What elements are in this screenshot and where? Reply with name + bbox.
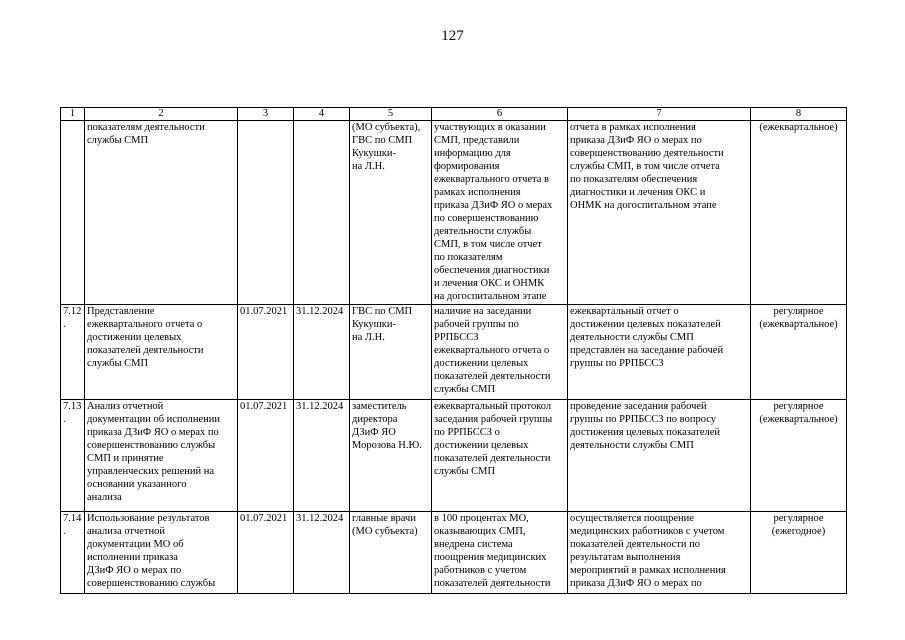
responsible: заместитель директора ДЗиФ ЯО Морозова Н.Ю. — [350, 400, 432, 512]
measure-name: Использование результатов анализа отчетной документации МО об исполнении приказа ДЗиФ ЯО о мерах по совершенствованию службы — [85, 512, 238, 594]
col-header-2: 2 — [85, 108, 238, 121]
expected-result: ежеквартальный протокол заседания рабочей группы по РРПБССЗ о достижении целевых показателей деятельности службы СМП — [432, 400, 568, 512]
control-indicator: проведение заседания рабочей группы по РРПБССЗ по вопросу достижения целевых показателей деятельности службы СМП — [568, 400, 751, 512]
row-number — [61, 121, 85, 305]
control-indicator: осуществляется поощрение медицинских работников с учетом показателей деятельности по результатам выполнения мероприятий в рамках исполнения приказа ДЗиФ ЯО о мерах по — [568, 512, 751, 594]
col-header-1: 1 — [61, 108, 85, 121]
col-header-4: 4 — [294, 108, 350, 121]
responsible: главные врачи (МО субъекта) — [350, 512, 432, 594]
measures-table — [60, 107, 847, 594]
frequency: регулярное (ежегодное) — [751, 512, 847, 594]
responsible: (МО субъекта), ГВС по СМП Кукушки- на Л.Н. — [350, 121, 432, 305]
page-number: 127 — [441, 28, 464, 44]
expected-result: участвующих в оказании СМП, представили информацию для формирования ежеквартального отчета в рамках исполнения приказа ДЗиФ ЯО о мерах по совершенствованию деятельности службы СМП, в том числе отчет по показателям обеспечения диагностики и лечения ОКС и ОНМК на догоспитальном этапе — [432, 121, 568, 305]
responsible: ГВС по СМП Кукушки- на Л.Н. — [350, 305, 432, 400]
table-row — [61, 400, 847, 512]
row-number: 7.14. — [61, 512, 85, 594]
header-row — [61, 108, 847, 121]
start-date: 01.07.2021 — [238, 305, 294, 400]
frequency: (ежеквартальное) — [751, 121, 847, 305]
start-date — [238, 121, 294, 305]
col-header-6: 6 — [432, 108, 568, 121]
col-header-3: 3 — [238, 108, 294, 121]
row-number: 7.12. — [61, 305, 85, 400]
end-date: 31.12.2024 — [294, 400, 350, 512]
measure-name: показателям деятельности службы СМП — [85, 121, 238, 305]
expected-result: в 100 процентах МО, оказывающих СМП, внедрена система поощрения медицинских работников с учетом показателей деятельности — [432, 512, 568, 594]
control-indicator: отчета в рамках исполнения приказа ДЗиФ ЯО о мерах по совершенствованию деятельности службы СМП, в том числе отчета по показателям обеспечения диагностики и лечения ОКС и ОНМК на догоспитальном этапе — [568, 121, 751, 305]
start-date: 01.07.2021 — [238, 512, 294, 594]
end-date — [294, 121, 350, 305]
table-row — [61, 305, 847, 400]
frequency: регулярное (ежеквартальное) — [751, 305, 847, 400]
end-date: 31.12.2024 — [294, 305, 350, 400]
expected-result: наличие на заседании рабочей группы по РРПБССЗ ежеквартального отчета о достижении целевых показателей деятельности службы СМП — [432, 305, 568, 400]
col-header-8: 8 — [751, 108, 847, 121]
col-header-5: 5 — [350, 108, 432, 121]
end-date: 31.12.2024 — [294, 512, 350, 594]
start-date: 01.07.2021 — [238, 400, 294, 512]
control-indicator: ежеквартальный отчет о достижении целевых показателей деятельности службы СМП представлен на заседание рабочей группы по РРПБССЗ — [568, 305, 751, 400]
measure-name: Анализ отчетной документации об исполнении приказа ДЗиФ ЯО о мерах по совершенствованию службы СМП и принятие управленческих решений на основании указанного анализа — [85, 400, 238, 512]
frequency: регулярное (ежеквартальное) — [751, 400, 847, 512]
col-header-7: 7 — [568, 108, 751, 121]
measure-name: Представление ежеквартального отчета о достижении целевых показателей деятельности службы СМП — [85, 305, 238, 400]
table-row — [61, 121, 847, 305]
row-number: 7.13. — [61, 400, 85, 512]
table-row — [61, 512, 847, 594]
